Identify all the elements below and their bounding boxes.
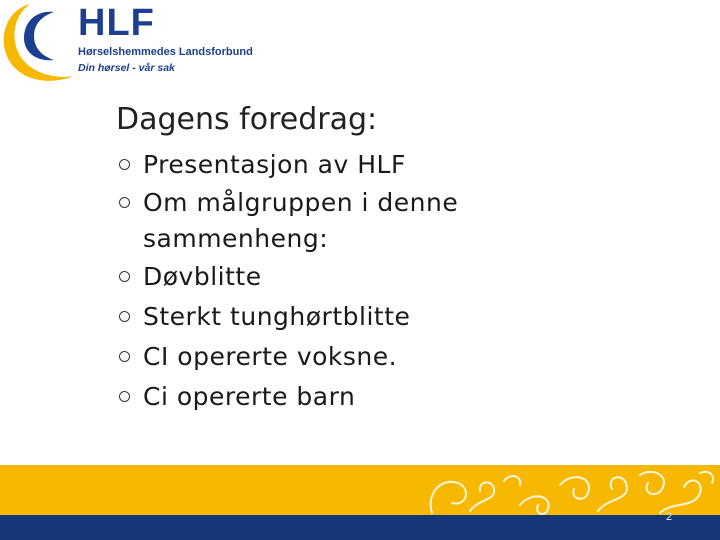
- bullet-circle-icon: [119, 197, 130, 208]
- bullet-item: [118, 257, 538, 297]
- bullet-circle-icon: [119, 391, 130, 402]
- logo-full-name: Hørselshemmedes Landsforbund: [78, 46, 253, 58]
- bullet-item: [118, 337, 538, 377]
- bullet-circle-icon: [119, 311, 130, 322]
- bullet-circle-icon: [119, 159, 130, 170]
- page-number: 2: [666, 511, 673, 523]
- hlf-logo-mark-icon: [0, 0, 80, 90]
- bullet-text: Ci opererte barn: [143, 382, 356, 411]
- logo-name: HLF: [78, 2, 155, 44]
- bullet-text: Presentasjon av HLF: [143, 150, 406, 179]
- bullet-text: CI opererte voksne.: [143, 342, 398, 371]
- hlf-logo: [0, 0, 253, 90]
- logo-tagline: Din hørsel - vår sak: [78, 62, 175, 74]
- bullet-circle-icon: [119, 351, 130, 362]
- slide-title: Dagens foredrag:: [116, 102, 378, 137]
- bullet-item: [118, 297, 538, 337]
- bullet-text: Sterkt tunghørtblitte: [143, 302, 411, 331]
- bullet-text: Døvblitte: [143, 262, 262, 291]
- bullet-text: Om målgruppen i denne sammenheng:: [143, 188, 459, 253]
- bullet-circle-icon: [119, 271, 130, 282]
- bullet-item: [118, 377, 538, 417]
- bullet-list: [118, 145, 538, 417]
- bullet-item: [118, 185, 538, 257]
- footer-band: [0, 465, 720, 540]
- footer-swirl-pattern-icon: [0, 465, 720, 540]
- bullet-item: [118, 145, 538, 185]
